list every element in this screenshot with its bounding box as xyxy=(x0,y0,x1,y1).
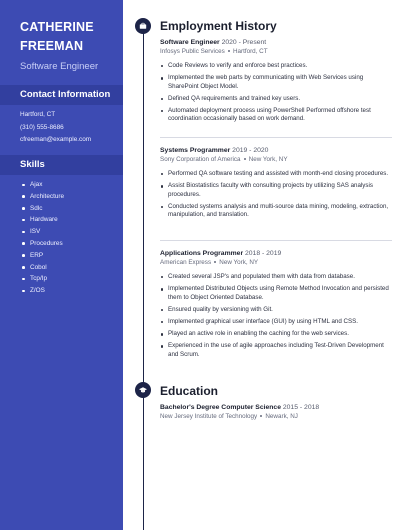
graduation-cap-icon xyxy=(135,382,151,398)
education-dates: 2015 - 2018 xyxy=(282,404,320,411)
contact-phone: (310) 555-8686 xyxy=(20,123,64,131)
job-bullet: Assist Biostatistics faculty with consulting projects by utilizing SAS analysis procedures. xyxy=(160,182,392,199)
skill-item: Hardware xyxy=(22,214,64,226)
skill-item: Cobol xyxy=(22,262,64,274)
job-position: Systems Programmer xyxy=(160,147,231,154)
contact-heading: Contact Information xyxy=(0,85,123,105)
job-bullet: Ensured quality by versioning with Git. xyxy=(160,306,392,314)
education-heading: Education xyxy=(160,384,219,398)
skill-item: ISV xyxy=(22,226,64,238)
job-bullet: Implemented graphical user interface (GUI) by using HTML and CSS. xyxy=(160,318,392,326)
job-bullet: Implemented Distributed Objects using Remote Method Invocation and persisted them to Object Oriented Database. xyxy=(160,285,392,302)
job-bullet: Code Reviews to verify and enforce best practices. xyxy=(160,62,392,70)
job-company: Sony Corporation of America xyxy=(160,156,241,163)
skill-item: Sdlc xyxy=(22,203,64,215)
job-position: Applications Programmer xyxy=(160,250,244,257)
skill-item: Architecture xyxy=(22,191,64,203)
job-dates: 2018 - 2019 xyxy=(244,250,282,257)
education-entry xyxy=(160,403,392,421)
sidebar xyxy=(0,0,123,530)
school: New Jersey Institute of Technology xyxy=(160,413,258,420)
job-bullet: Performed QA software testing and assisted with month-end closing procedures. xyxy=(160,170,392,178)
skills-heading: Skills xyxy=(0,155,123,175)
job-location: Hartford, CT xyxy=(232,48,268,55)
skill-item: Tcp/Ip xyxy=(22,273,64,285)
skill-item: Procedures xyxy=(22,238,64,250)
employment-heading: Employment History xyxy=(160,19,277,33)
job-bullet: Conducted systems analysis and multi-source data mining, modeling, extraction, manipulation, and translation. xyxy=(160,203,392,220)
skill-item: Z/OS xyxy=(22,285,64,297)
job-entry xyxy=(160,146,392,223)
briefcase-icon xyxy=(135,18,151,34)
job-company: American Express xyxy=(160,259,212,266)
job-bullets xyxy=(160,62,392,124)
job-dates: 2019 - 2020 xyxy=(232,147,269,154)
skills-list xyxy=(22,179,64,297)
job-location: New York, NY xyxy=(248,156,288,163)
first-name: CATHERINE xyxy=(20,20,94,34)
job-entry xyxy=(160,249,392,363)
job-location: New York, NY xyxy=(219,259,259,266)
job-position: Software Engineer xyxy=(160,39,220,46)
skill-item: Ajax xyxy=(22,179,64,191)
last-name: FREEMAN xyxy=(20,39,84,53)
contact-email[interactable]: cfreeman@example.com xyxy=(20,136,92,143)
timeline-line xyxy=(143,26,144,530)
divider xyxy=(160,240,392,241)
job-bullet: Automated deployment process using PowerShell Performed offshore test coordination occasionally based on work demand. xyxy=(160,107,392,124)
job-bullet: Played an active role in enabling the caching for the web services. xyxy=(160,330,392,338)
job-title: Software Engineer xyxy=(20,61,99,72)
job-company: Infosys Public Services xyxy=(160,48,225,55)
job-bullet: Defined QA requirements and trained key users. xyxy=(160,95,392,103)
job-entry xyxy=(160,38,392,128)
degree: Bachelor's Degree Computer Science xyxy=(160,404,281,411)
school-location: Newark, NJ xyxy=(265,413,298,420)
job-dates: 2020 - Present xyxy=(221,39,267,46)
job-bullet: Created several JSP's and populated them with data from database. xyxy=(160,273,392,281)
skill-item: ERP xyxy=(22,250,64,262)
name-block xyxy=(0,0,123,72)
contact-details xyxy=(20,109,91,147)
job-bullet: Implemented the web parts by communicating with Web Services using SharePoint Object Model. xyxy=(160,74,392,91)
job-bullets xyxy=(160,170,392,220)
job-bullets xyxy=(160,273,392,359)
job-bullet: Experienced in the use of agile approaches including Test-Driven Development and Scrum. xyxy=(160,342,392,359)
divider xyxy=(160,137,392,138)
contact-location: Hartford, CT xyxy=(20,111,56,118)
